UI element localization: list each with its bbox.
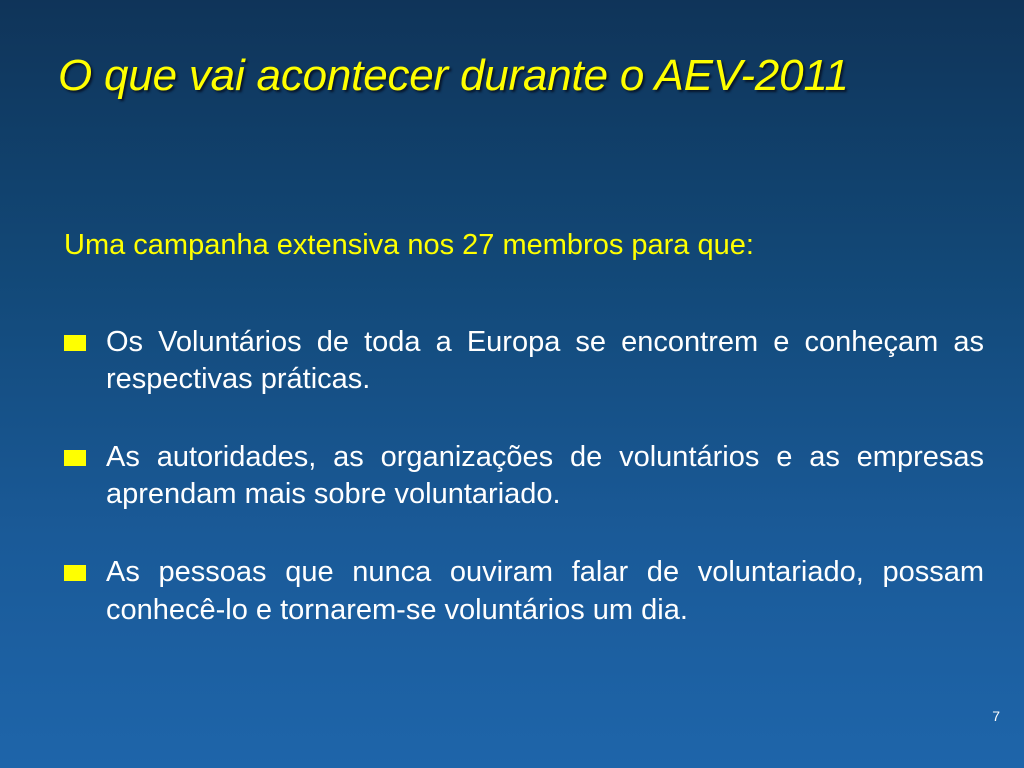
page-number: 7 [992, 708, 1000, 724]
bullet-list [64, 324, 984, 670]
bullet-item-1 [64, 324, 984, 398]
square-bullet-icon [64, 450, 86, 466]
bullet-text-2: As autoridades, as organizações de voluntários e as empresas aprendam mais sobre voluntariado. [106, 441, 984, 511]
slide-intro: Uma campanha extensiva nos 27 membros para que: [64, 229, 754, 261]
square-bullet-icon [64, 335, 86, 351]
bullet-text-1: Os Voluntários de toda a Europa se encontrem e conheçam as respectivas práticas. [106, 326, 984, 396]
slide-title: O que vai acontecer durante o AEV-2011 [58, 51, 849, 100]
square-bullet-icon [64, 565, 86, 581]
bullet-item-3 [64, 554, 984, 628]
bullet-item-2 [64, 439, 984, 513]
bullet-text-3: As pessoas que nunca ouviram falar de voluntariado, possam conhecê-lo e tornarem-se voluntários um dia. [106, 556, 984, 626]
